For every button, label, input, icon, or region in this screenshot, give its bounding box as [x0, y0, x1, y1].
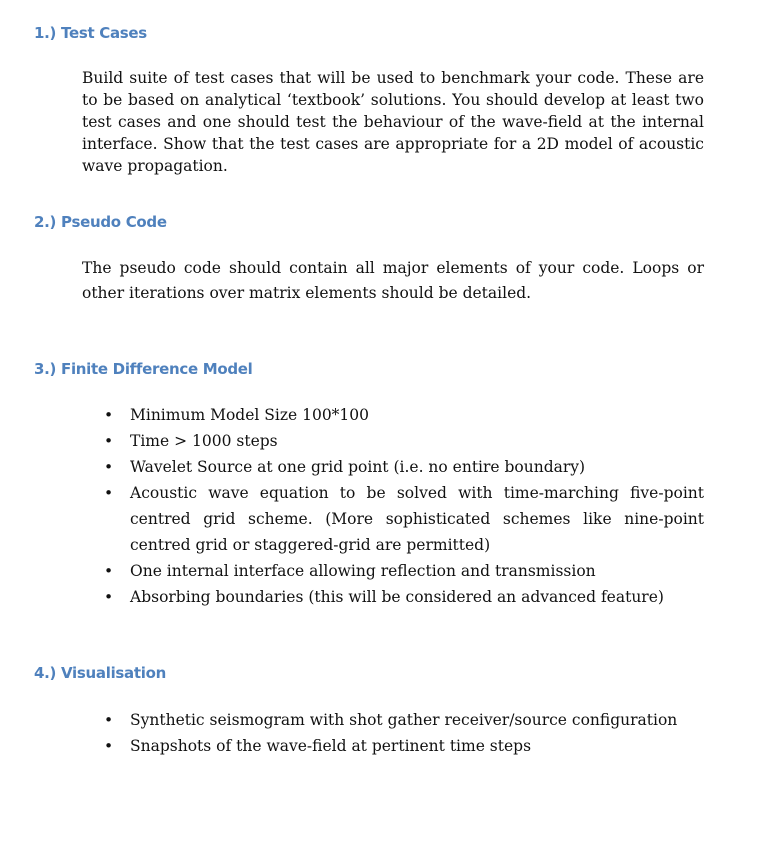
section-heading-pseudo-code: 2.) Pseudo Code	[34, 213, 167, 231]
bullet-icon: •	[104, 484, 114, 502]
list-item	[104, 402, 704, 428]
section-heading-finite-difference-model: 3.) Finite Difference Model	[34, 360, 253, 378]
list-item-text: Wavelet Source at one grid point (i.e. no entire boundary)	[130, 458, 586, 476]
list-item	[104, 480, 704, 558]
list-item	[104, 558, 704, 584]
list-item	[104, 428, 704, 454]
section-paragraph-pseudo-code: The pseudo code should contain all major elements of your code. Loops or other iterations over matrix elements should be detailed.	[82, 259, 704, 302]
list-item-text: Acoustic wave equation to be solved with time-marching five-point centred grid scheme. (More sophisticated schemes like nine-point centred grid or staggered-grid are permitted)	[130, 484, 704, 554]
bullet-icon: •	[104, 406, 114, 424]
bullet-icon: •	[104, 458, 114, 476]
list-item	[104, 584, 704, 610]
section-heading-visualisation: 4.) Visualisation	[34, 664, 166, 682]
bullet-icon: •	[104, 737, 114, 755]
list-item-text: Synthetic seismogram with shot gather receiver/source configuration	[130, 711, 678, 729]
section-paragraph-test-cases: Build suite of test cases that will be used to benchmark your code. These are to be based on analytical ‘textbook’ solutions. You should develop at least two test cases and one should test the behaviour of the wave-field at the internal interface. Show that the test cases are appropriate for a 2D model of acoustic wave propagation.	[82, 69, 704, 175]
list-item-text: One internal interface allowing reflection and transmission	[130, 562, 596, 580]
bullet-icon: •	[104, 432, 114, 450]
bullet-icon: •	[104, 588, 114, 606]
list-item-text: Snapshots of the wave-field at pertinent time steps	[130, 737, 532, 755]
list-item-text: Time > 1000 steps	[130, 432, 278, 450]
bullet-icon: •	[104, 711, 114, 729]
section-heading-test-cases: 1.) Test Cases	[34, 24, 147, 42]
visualisation-requirements-list	[104, 707, 704, 759]
list-item	[104, 707, 704, 733]
list-item	[104, 454, 704, 480]
finite-difference-requirements-list	[104, 402, 704, 610]
bullet-icon: •	[104, 562, 114, 580]
list-item-text: Absorbing boundaries (this will be considered an advanced feature)	[130, 588, 664, 606]
list-item-text: Minimum Model Size 100*100	[130, 406, 370, 424]
list-item	[104, 733, 704, 759]
